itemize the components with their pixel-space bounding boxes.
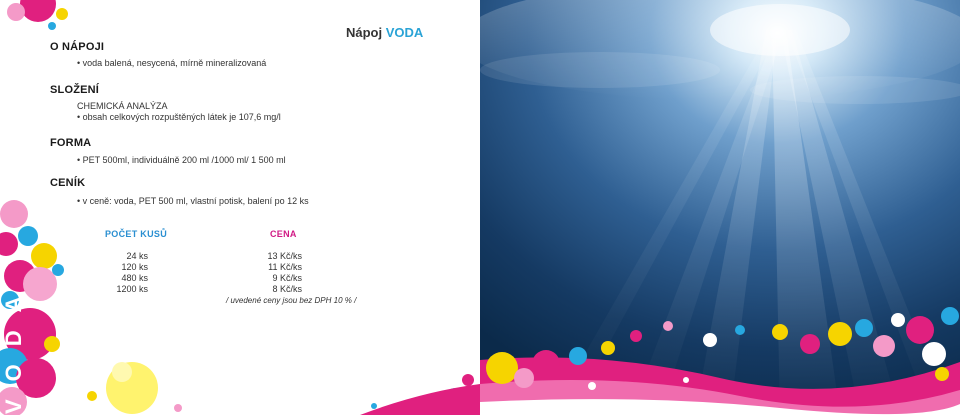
underwater-photo bbox=[480, 0, 960, 415]
about-heading: O NÁPOJI bbox=[50, 41, 105, 53]
title-accent: VODA bbox=[385, 25, 424, 40]
price-cell: 13 Kč/ks bbox=[267, 251, 302, 261]
underwater-scene bbox=[480, 0, 960, 415]
quantity-cell: 24 ks bbox=[126, 251, 148, 261]
pricing-line: • v ceně: voda, PET 500 ml, vlastní potisk, balení po 12 ks bbox=[77, 196, 309, 206]
vat-note: / uvedené ceny jsou bez DPH 10 % / bbox=[226, 296, 357, 305]
pricing-heading: CENÍK bbox=[50, 177, 86, 189]
composition-line: • obsah celkových rozpuštěných látek je 107,6 mg/l bbox=[77, 112, 281, 122]
about-line: • voda balená, nesycená, mírně mineralizovaná bbox=[77, 58, 266, 68]
vertical-brand-text: VODA bbox=[1, 278, 26, 414]
quantity-cell: 1200 ks bbox=[116, 284, 148, 294]
quantity-cell: 480 ks bbox=[121, 273, 148, 283]
page-title bbox=[346, 25, 423, 40]
form-line: • PET 500ml, individuálně 200 ml /1000 ml/ 1 500 ml bbox=[77, 155, 286, 165]
column-header-price: CENA bbox=[270, 229, 297, 239]
form-heading: FORMA bbox=[50, 137, 92, 149]
price-cell: 9 Kč/ks bbox=[272, 273, 302, 283]
price-cell: 11 Kč/ks bbox=[268, 262, 302, 272]
column-header-quantity: POČET KUSŮ bbox=[105, 229, 168, 239]
quantity-cell: 120 ks bbox=[121, 262, 148, 272]
composition-heading: SLOŽENÍ bbox=[50, 84, 100, 96]
composition-subheading: CHEMICKÁ ANALÝZA bbox=[77, 101, 168, 111]
price-cell: 8 Kč/ks bbox=[272, 284, 302, 294]
title-prefix: Nápoj bbox=[346, 25, 383, 40]
